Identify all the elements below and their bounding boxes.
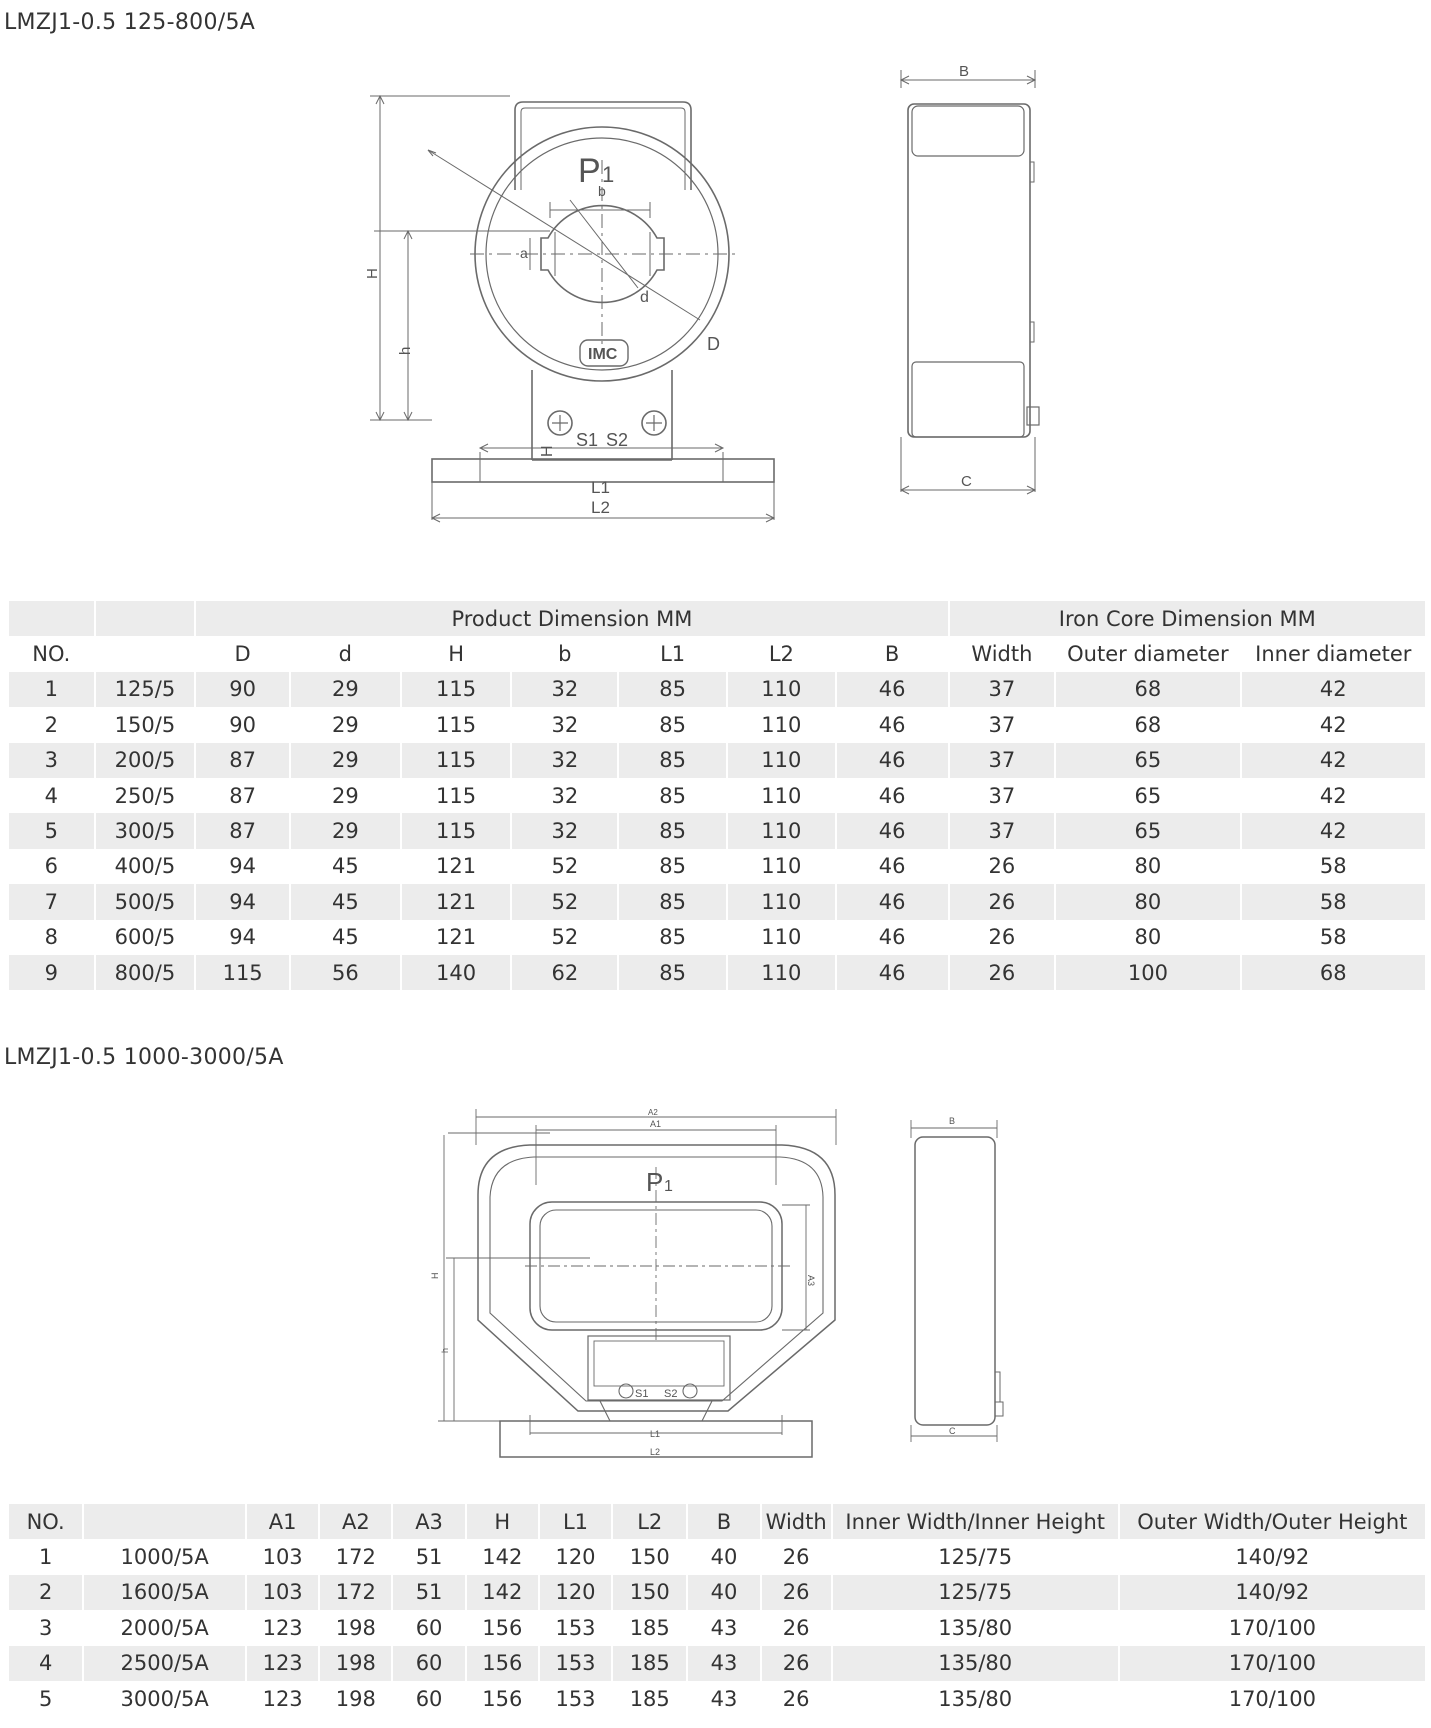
- table-cell: 68: [1056, 707, 1239, 742]
- table-cell: 2500/5A: [84, 1646, 245, 1681]
- table-cell: 32: [512, 707, 617, 742]
- table-cell: 45: [291, 849, 400, 884]
- col-header: L1: [540, 1504, 611, 1539]
- col-header: B: [837, 636, 948, 671]
- table-cell: 46: [837, 849, 948, 884]
- section2-front-drawing: [430, 1105, 850, 1465]
- table-cell: 110: [728, 813, 835, 848]
- table-cell: 110: [728, 955, 835, 990]
- table-cell: 46: [837, 778, 948, 813]
- table-cell: 32: [512, 672, 617, 707]
- table-cell: 43: [688, 1610, 759, 1645]
- col-header: A2: [320, 1504, 391, 1539]
- table-row: [9, 1539, 1425, 1574]
- table-cell: 85: [619, 813, 726, 848]
- col-header: d: [291, 636, 400, 671]
- table-cell: 60: [393, 1646, 464, 1681]
- table-cell: 85: [619, 778, 726, 813]
- table-cell: 500/5: [96, 884, 195, 919]
- table-cell: 185: [613, 1610, 686, 1645]
- col-header: H: [467, 1504, 538, 1539]
- col-header: NO.: [9, 636, 94, 671]
- table-row: [9, 849, 1425, 884]
- table-cell: 198: [320, 1646, 391, 1681]
- label-H-2: H: [430, 1272, 440, 1279]
- table-cell: 46: [837, 955, 948, 990]
- table-cell: 26: [950, 955, 1055, 990]
- table-cell: 29: [291, 813, 400, 848]
- table-cell: 40: [688, 1575, 759, 1610]
- label-L1: L1: [591, 478, 610, 497]
- col-header: B: [688, 1504, 759, 1539]
- table-row: [9, 920, 1425, 955]
- table-cell: 42: [1242, 672, 1425, 707]
- table-cell: 94: [196, 920, 289, 955]
- table-cell: 4: [9, 1646, 82, 1681]
- table-cell: 3: [9, 1610, 82, 1645]
- label-C-2: C: [949, 1426, 956, 1436]
- table-cell: 2: [9, 1575, 82, 1610]
- table-cell: 135/80: [833, 1610, 1118, 1645]
- table-header-row: [9, 636, 1425, 671]
- table-row: [9, 1575, 1425, 1610]
- p1-mark-sub: 1: [602, 162, 615, 187]
- table-cell: 37: [950, 813, 1055, 848]
- label-h-2: h: [440, 1347, 450, 1353]
- table-cell: 60: [393, 1610, 464, 1645]
- table-cell: 94: [196, 849, 289, 884]
- table-cell: 80: [1056, 920, 1239, 955]
- table-cell: 135/80: [833, 1681, 1118, 1716]
- col-header: NO.: [9, 1504, 82, 1539]
- table-cell: 26: [950, 920, 1055, 955]
- table-cell: 142: [467, 1575, 538, 1610]
- table-cell: 110: [728, 707, 835, 742]
- table-cell: 29: [291, 707, 400, 742]
- table-cell: 170/100: [1120, 1646, 1425, 1681]
- table-cell: 60: [393, 1681, 464, 1716]
- table-cell: 65: [1056, 813, 1239, 848]
- table-cell: 172: [320, 1539, 391, 1574]
- table-cell: 123: [247, 1646, 318, 1681]
- table-cell: 120: [540, 1575, 611, 1610]
- table-cell: 300/5: [96, 813, 195, 848]
- svg-text:H: H: [364, 268, 381, 279]
- table-cell: 198: [320, 1681, 391, 1716]
- table-cell: 110: [728, 743, 835, 778]
- table-cell: 153: [540, 1681, 611, 1716]
- table-cell: 40: [688, 1539, 759, 1574]
- table-cell: 120: [540, 1539, 611, 1574]
- table-cell: 110: [728, 672, 835, 707]
- table-cell: 2: [9, 707, 94, 742]
- imc-logo: IMC: [588, 346, 618, 363]
- table-cell: 62: [512, 955, 617, 990]
- table-cell: 42: [1242, 707, 1425, 742]
- table-header-row: [9, 1504, 1425, 1539]
- table-cell: 42: [1242, 813, 1425, 848]
- table-cell: 80: [1056, 884, 1239, 919]
- group-core: Iron Core Dimension MM: [950, 601, 1425, 636]
- table-cell: 115: [402, 813, 511, 848]
- table-cell: 4: [9, 778, 94, 813]
- label-B-2: B: [949, 1116, 956, 1126]
- col-header: Width: [950, 636, 1055, 671]
- table-cell: 100: [1056, 955, 1239, 990]
- col-header: L2: [728, 636, 835, 671]
- table-cell: 52: [512, 920, 617, 955]
- table-cell: 135/80: [833, 1646, 1118, 1681]
- table-cell: 45: [291, 884, 400, 919]
- label-s2: S2: [606, 430, 629, 450]
- table-cell: 56: [291, 955, 400, 990]
- p1-mark-2: P: [646, 1167, 664, 1197]
- p1-mark-sub-2: 1: [664, 1178, 673, 1195]
- table-cell: 110: [728, 920, 835, 955]
- label-C: C: [961, 473, 972, 490]
- table-cell: 90: [196, 672, 289, 707]
- col-header: Outer Width/Outer Height: [1120, 1504, 1425, 1539]
- table-cell: 250/5: [96, 778, 195, 813]
- table-cell: 32: [512, 813, 617, 848]
- table-row: [9, 743, 1425, 778]
- table-cell: 150: [613, 1539, 686, 1574]
- label-D: D: [707, 334, 720, 354]
- label-s1-2: S1: [635, 1388, 649, 1400]
- table-cell: 26: [762, 1646, 831, 1681]
- table-cell: 9: [9, 955, 94, 990]
- col-header: A1: [247, 1504, 318, 1539]
- table-cell: 115: [402, 743, 511, 778]
- table-cell: 46: [837, 743, 948, 778]
- table-cell: 85: [619, 707, 726, 742]
- section1-h-label: [397, 346, 418, 372]
- label-d-small: d: [640, 289, 649, 306]
- table-cell: 37: [950, 778, 1055, 813]
- table-cell: 43: [688, 1646, 759, 1681]
- table-cell: 121: [402, 920, 511, 955]
- table-cell: 153: [540, 1610, 611, 1645]
- table-cell: 87: [196, 813, 289, 848]
- table-cell: 5: [9, 813, 94, 848]
- table-cell: 115: [402, 672, 511, 707]
- table-row: [9, 1681, 1425, 1716]
- table-cell: 125/75: [833, 1539, 1118, 1574]
- table-cell: 150: [613, 1575, 686, 1610]
- table-cell: 87: [196, 778, 289, 813]
- label-A3: A3: [806, 1275, 816, 1287]
- table-cell: 125/75: [833, 1575, 1118, 1610]
- table-cell: 142: [467, 1539, 538, 1574]
- table-cell: 123: [247, 1610, 318, 1645]
- table-cell: 125/5: [96, 672, 195, 707]
- table-cell: 32: [512, 743, 617, 778]
- section1-dimension-table: [7, 601, 1427, 990]
- label-s2-2: S2: [664, 1388, 678, 1400]
- col-header: A3: [393, 1504, 464, 1539]
- table-cell: 140/92: [1120, 1575, 1425, 1610]
- col-header: L1: [619, 636, 726, 671]
- table-row: [9, 1646, 1425, 1681]
- table-cell: 26: [762, 1681, 831, 1716]
- table-cell: 58: [1242, 849, 1425, 884]
- table-cell: 43: [688, 1681, 759, 1716]
- label-H-rot: H: [539, 445, 556, 457]
- col-header: L2: [613, 1504, 686, 1539]
- table-cell: 90: [196, 707, 289, 742]
- section1-H-label: [364, 268, 385, 296]
- table-cell: 85: [619, 955, 726, 990]
- table-cell: 46: [837, 672, 948, 707]
- table-cell: 110: [728, 778, 835, 813]
- table-cell: 1000/5A: [84, 1539, 245, 1574]
- table-cell: 42: [1242, 778, 1425, 813]
- table-cell: 400/5: [96, 849, 195, 884]
- table-cell: 156: [467, 1610, 538, 1645]
- table-cell: 58: [1242, 920, 1425, 955]
- table-cell: 37: [950, 672, 1055, 707]
- table-cell: 172: [320, 1575, 391, 1610]
- table-cell: 185: [613, 1646, 686, 1681]
- table-cell: 85: [619, 884, 726, 919]
- table-cell: 32: [512, 778, 617, 813]
- table-cell: 68: [1242, 955, 1425, 990]
- table-cell: 110: [728, 849, 835, 884]
- label-b: b: [598, 183, 606, 199]
- label-A2: A2: [648, 1108, 658, 1117]
- table-cell: 85: [619, 849, 726, 884]
- table-cell: 198: [320, 1610, 391, 1645]
- label-L1-2: L1: [650, 1429, 661, 1439]
- col-header: b: [512, 636, 617, 671]
- table-cell: 46: [837, 813, 948, 848]
- table-cell: 46: [837, 884, 948, 919]
- table-cell: 156: [467, 1681, 538, 1716]
- table-cell: 3: [9, 743, 94, 778]
- table-cell: 110: [728, 884, 835, 919]
- table-cell: 1: [9, 1539, 82, 1574]
- table-cell: 5: [9, 1681, 82, 1716]
- table-cell: 7: [9, 884, 94, 919]
- table-row: [9, 778, 1425, 813]
- table-cell: 37: [950, 707, 1055, 742]
- table-cell: 52: [512, 849, 617, 884]
- table-cell: 115: [402, 778, 511, 813]
- section1-title: LMZJ1-0.5 125-800/5A: [4, 10, 256, 35]
- table-cell: 156: [467, 1646, 538, 1681]
- table-row: [9, 813, 1425, 848]
- col-header: [84, 1504, 245, 1539]
- table-cell: 8: [9, 920, 94, 955]
- table-cell: 150/5: [96, 707, 195, 742]
- table-group-header-row: [9, 601, 1425, 636]
- table-cell: 29: [291, 778, 400, 813]
- table-row: [9, 1610, 1425, 1645]
- table-cell: 51: [393, 1575, 464, 1610]
- label-A1: A1: [650, 1119, 662, 1129]
- table-cell: 123: [247, 1681, 318, 1716]
- table-cell: 1600/5A: [84, 1575, 245, 1610]
- table-cell: 46: [837, 920, 948, 955]
- table-cell: 26: [950, 884, 1055, 919]
- table-cell: 103: [247, 1539, 318, 1574]
- col-header: Width: [762, 1504, 831, 1539]
- table-cell: 140: [402, 955, 511, 990]
- label-B: B: [959, 63, 970, 80]
- col-header: Outer diameter: [1056, 636, 1239, 671]
- table-cell: 115: [196, 955, 289, 990]
- table-cell: 140/92: [1120, 1539, 1425, 1574]
- table-cell: 37: [950, 743, 1055, 778]
- table-cell: 600/5: [96, 920, 195, 955]
- table-cell: 85: [619, 672, 726, 707]
- col-header: Inner Width/Inner Height: [833, 1504, 1118, 1539]
- table-cell: 3000/5A: [84, 1681, 245, 1716]
- label-s1: S1: [576, 430, 599, 450]
- table-row: [9, 707, 1425, 742]
- section2-dimension-table: [7, 1504, 1427, 1716]
- table-cell: 46: [837, 707, 948, 742]
- table-cell: 170/100: [1120, 1681, 1425, 1716]
- table-cell: 58: [1242, 884, 1425, 919]
- col-header: D: [196, 636, 289, 671]
- table-row: [9, 672, 1425, 707]
- table-cell: 153: [540, 1646, 611, 1681]
- table-cell: 200/5: [96, 743, 195, 778]
- col-header: Inner diameter: [1242, 636, 1425, 671]
- table-cell: 29: [291, 743, 400, 778]
- table-cell: 26: [762, 1610, 831, 1645]
- table-cell: 115: [402, 707, 511, 742]
- table-row: [9, 955, 1425, 990]
- label-L2: L2: [591, 498, 610, 517]
- table-cell: 1: [9, 672, 94, 707]
- svg-text:h: h: [397, 346, 414, 355]
- table-cell: 85: [619, 743, 726, 778]
- table-cell: 45: [291, 920, 400, 955]
- table-cell: 51: [393, 1539, 464, 1574]
- table-cell: 80: [1056, 849, 1239, 884]
- table-cell: 87: [196, 743, 289, 778]
- section1-front-drawing: [370, 90, 800, 540]
- label-a: a: [520, 245, 528, 261]
- table-cell: 6: [9, 849, 94, 884]
- table-cell: 2000/5A: [84, 1610, 245, 1645]
- table-cell: 85: [619, 920, 726, 955]
- section1-side-drawing: [895, 62, 1045, 502]
- group-product: Product Dimension MM: [196, 601, 947, 636]
- table-cell: 800/5: [96, 955, 195, 990]
- table-cell: 170/100: [1120, 1610, 1425, 1645]
- table-row: [9, 884, 1425, 919]
- table-cell: 103: [247, 1575, 318, 1610]
- section2-title: LMZJ1-0.5 1000-3000/5A: [4, 1045, 284, 1070]
- table-cell: 42: [1242, 743, 1425, 778]
- table-cell: 26: [950, 849, 1055, 884]
- table-cell: 185: [613, 1681, 686, 1716]
- table-cell: 121: [402, 849, 511, 884]
- col-header: H: [402, 636, 511, 671]
- section2-side-drawing: [905, 1112, 1010, 1452]
- table-cell: 121: [402, 884, 511, 919]
- table-cell: 65: [1056, 743, 1239, 778]
- table-cell: 68: [1056, 672, 1239, 707]
- table-cell: 26: [762, 1539, 831, 1574]
- table-cell: 26: [762, 1575, 831, 1610]
- table-cell: 65: [1056, 778, 1239, 813]
- table-cell: 52: [512, 884, 617, 919]
- p1-mark: P: [578, 152, 601, 190]
- table-cell: 29: [291, 672, 400, 707]
- table-cell: 94: [196, 884, 289, 919]
- label-L2-2: L2: [650, 1447, 661, 1457]
- col-header: [96, 636, 195, 671]
